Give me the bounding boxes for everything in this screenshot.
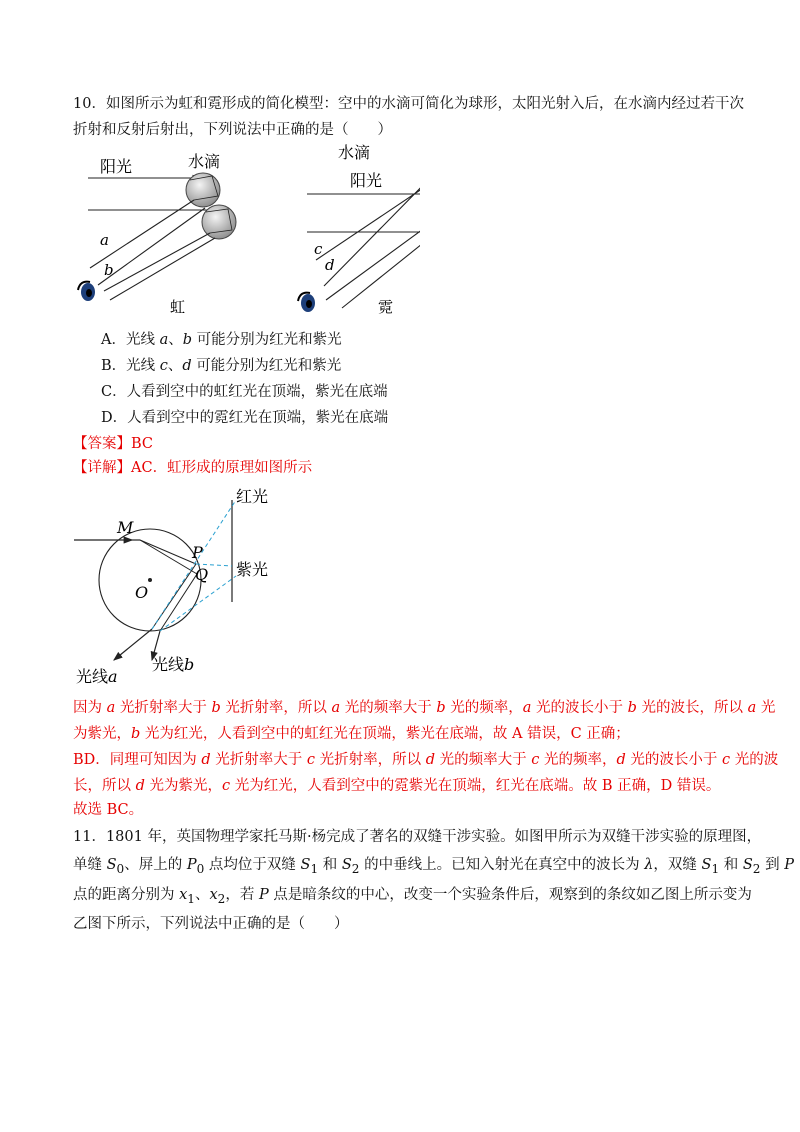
explanation-line3: BD．同理可知因为 d 光折射率大于 c 光折射率，所以 d 光的频率大于 c 光的频率，d 光的波长小于 c 光的波	[73, 752, 779, 768]
q10-line1: 10．如图所示为虹和霓形成的简化模型：空中的水滴可简化为球形，太阳光射入后，在水滴内经过若干次	[73, 96, 744, 112]
q11-line4: 乙图下所示，下列说法中正确的是（ ）	[73, 916, 349, 932]
q11-line3: 点的距离分别为 $x_1$、$x_2$，若 P 点是暗条纹的中心，改变一个实验条件后，观察到的条纹如乙图上所示变为	[73, 887, 752, 906]
label-sunlight-2: 阳光	[350, 171, 383, 190]
label-red-light: 红光	[236, 487, 269, 506]
label-ray-a-2: 光线a	[76, 667, 118, 686]
label-ray-b: b	[104, 261, 114, 279]
rainbow-principle-diagram	[60, 480, 280, 690]
explanation-line4: 长，所以 d 光为紫光，c 光为红光，人看到空中的霓紫光在顶端，红光在底端。故 B 正确，D 错误。	[73, 778, 721, 794]
label-ray-c: c	[314, 240, 323, 258]
label-droplet-2: 水滴	[338, 143, 371, 162]
label-droplet: 水滴	[188, 152, 221, 171]
option-d: D．人看到空中的霓红光在顶端，紫光在底端	[101, 410, 389, 426]
detail-intro: 【详解】AC．虹形成的原理如图所示	[73, 460, 313, 476]
q10-line2: 折射和反射后射出，下列说法中正确的是（ ）	[73, 122, 392, 138]
explanation-line1: 因为 a 光折射率大于 b 光折射率，所以 a 光的频率大于 b 光的频率，a 光的波长小于 b 光的波长，所以 a 光	[73, 700, 776, 716]
label-ray-d: d	[325, 256, 335, 274]
explanation-conclusion: 故选 BC。	[73, 802, 144, 818]
q11-line2: 单缝 $S_0$、屏上的 $P_0$ 点均位于双缝 $S_1$ 和 $S_2$ 的中垂线上。已知入射光在真空中的波长为 λ，双缝 $S_1$ 和 $S_2$ 到 P	[73, 857, 794, 876]
option-c: C．人看到空中的虹红光在顶端，紫光在底端	[101, 384, 388, 400]
option-b: B．光线 c、d 可能分别为红光和紫光	[101, 358, 342, 374]
label-sunlight: 阳光	[100, 157, 133, 176]
label-rainbow: 虹	[170, 298, 186, 316]
rainbow-diagram	[60, 140, 420, 325]
label-ray-a: a	[100, 231, 109, 249]
label-Q: Q	[195, 565, 209, 584]
q11-line1: 11．1801 年，英国物理学家托马斯·杨完成了著名的双缝干涉实验。如图甲所示为双缝干涉实验的原理图，	[73, 829, 762, 845]
label-O: O	[135, 583, 149, 602]
answer: 【答案】BC	[73, 436, 154, 452]
label-ray-b-2: 光线b	[152, 655, 195, 674]
option-a: A．光线 a、b 可能分别为红光和紫光	[101, 332, 342, 348]
eye-icon-2	[298, 293, 315, 312]
label-violet-light: 紫光	[236, 560, 269, 579]
label-M: M	[117, 518, 134, 537]
label-secondary-rainbow: 霓	[378, 298, 394, 316]
eye-icon	[78, 282, 95, 301]
label-P: P	[192, 543, 203, 562]
explanation-line2: 为紫光，b 光为红光，人看到空中的虹红光在顶端，紫光在底端，故 A 错误，C 正确；	[73, 726, 630, 742]
